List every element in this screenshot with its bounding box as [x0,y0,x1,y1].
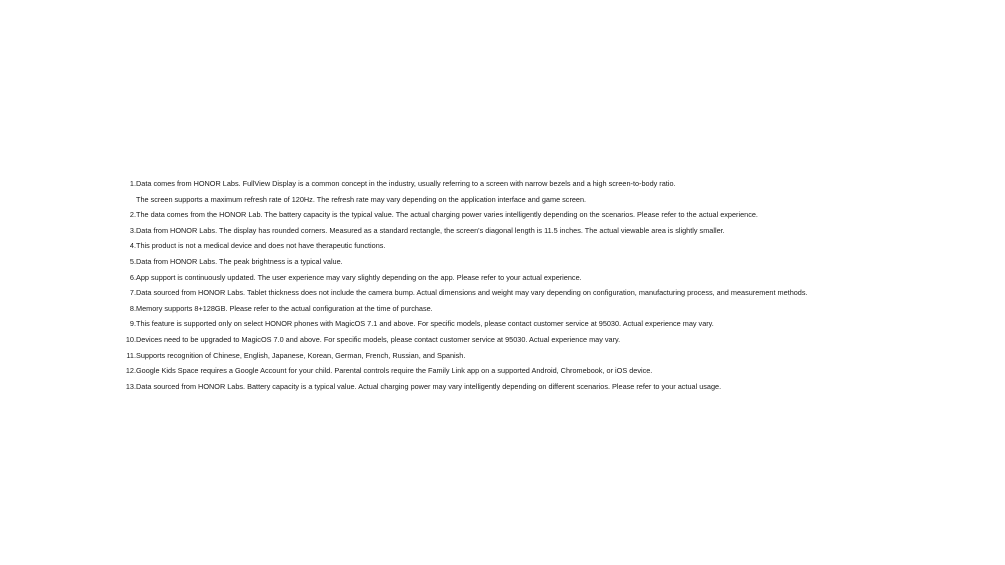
footnote-text [136,285,808,301]
footnote-line: App support is continuously updated. The user experience may vary slightly depending on the app. Please refer to your actual experience. [136,272,582,282]
footnote-line: Data from HONOR Labs. The display has rounded corners. Measured as a standard rectangle, the screen's diagonal length is 11.5 inches. The actual viewable area is slightly smaller. [136,225,725,235]
footnote-text [136,379,721,395]
footnote-number: 2. [129,210,136,220]
footnote-text [136,254,343,270]
footnote-number: 1. [129,179,136,188]
footnote-line: Data sourced from HONOR Labs. Tablet thickness does not include the camera bump. Actual dimensions and weight may vary depending on configuration, manufacturing process, and measurement methods. [136,288,808,298]
footnote-5 [118,254,978,270]
footnote-number: 7. [129,288,136,298]
footnotes-list [118,176,978,394]
footnote-line: Devices need to be upgraded to MagicOS 7.0 and above. For specific models, please contact customer service at 95030. Actual experience may vary. [136,334,621,344]
footnote-10 [118,332,978,348]
footnote-line: Google Kids Space requires a Google Account for your child. Parental controls require the Family Link app on a supported Android, Chromebook, or iOS device. [136,366,653,376]
footnote-line: The data comes from the HONOR Lab. The battery capacity is the typical value. The actual charging power varies intelligently depending on the scenarios. Please refer to the actual experience. [136,210,758,220]
footnote-11 [118,348,978,364]
footnote-line: The screen supports a maximum refresh rate of 120Hz. The refresh rate may vary depending on the application interface and game screen. [136,194,587,204]
footnote-text [136,238,385,254]
footnote-text [136,348,465,364]
footnote-number: 11. [126,350,136,360]
footnote-number: 3. [129,225,136,235]
footnote-text [136,270,582,286]
footnote-text [136,176,676,207]
footnote-9 [118,316,978,332]
footnote-number: 12. [125,366,136,376]
footnote-line: Data sourced from HONOR Labs. Battery capacity is a typical value. Actual charging power may vary intelligently depending on different scenarios. Please refer to your actual usage. [136,381,722,391]
footnote-2 [118,207,978,223]
footnote-8 [118,301,978,317]
footnote-text [136,332,620,348]
footnote-text [136,316,714,332]
footnote-number: 6. [129,272,136,282]
footnote-7 [118,285,978,301]
footnote-number: 10. [125,334,136,344]
footnote-text [136,223,725,239]
footnote-line: This feature is supported only on select HONOR phones with MagicOS 7.1 and above. For specific models, please contact customer service at 95030. Actual experience may vary. [136,319,714,329]
footnote-number: 4. [129,241,136,251]
footnote-number: 5. [129,256,136,266]
footnote-3 [118,223,978,239]
footnote-line: Data comes from HONOR Labs. FullView Display is a common concept in the industry, usually referring to a screen with narrow bezels and a high screen-to-body ratio. [136,179,676,188]
footnote-line: Supports recognition of Chinese, English, Japanese, Korean, German, French, Russian, and Spanish. [136,350,466,360]
footnote-text [136,207,758,223]
footnote-1 [118,176,978,207]
footnote-4 [118,238,978,254]
footnote-number: 8. [129,303,136,313]
footnote-13 [118,379,978,395]
footnote-number: 9. [129,319,136,329]
footnote-line: This product is not a medical device and does not have therapeutic functions. [136,241,386,251]
footnote-line: Data from HONOR Labs. The peak brightness is a typical value. [136,256,343,266]
footnote-6 [118,270,978,286]
footnote-line: Memory supports 8+128GB. Please refer to the actual configuration at the time of purchase. [136,303,433,313]
footnote-12 [118,363,978,379]
footnote-text [136,301,433,317]
footnote-number: 13. [125,381,136,391]
footnote-text [136,363,652,379]
